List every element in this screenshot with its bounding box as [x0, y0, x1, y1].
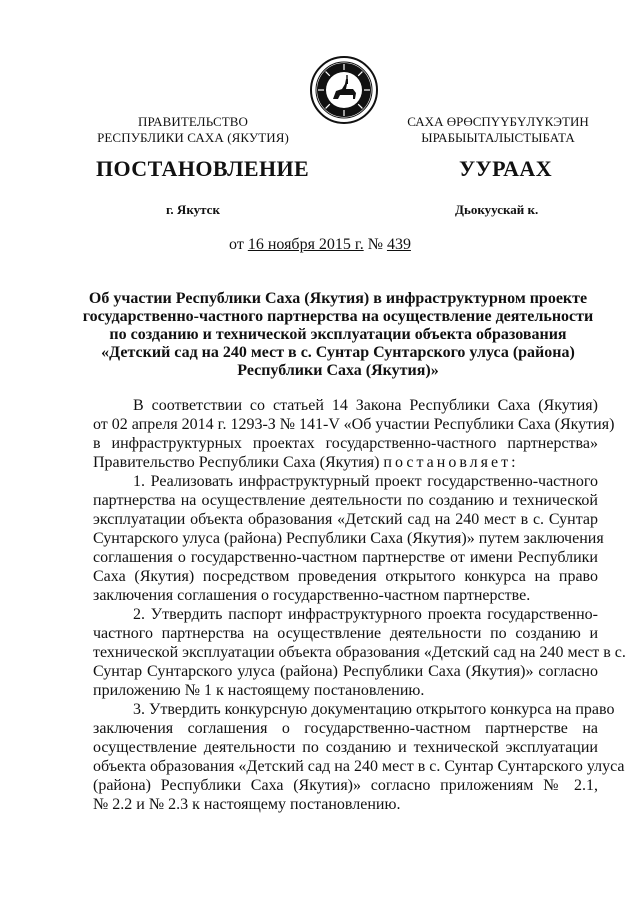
body-line: технической эксплуатации объекта образования «Детский сад на 240 мест в с. [93, 644, 626, 661]
document-body [93, 396, 626, 814]
body-line [93, 453, 598, 472]
date-prefix: от [229, 236, 248, 253]
body-line: 1. Реализовать инфраструктурный проект государственно-частного [133, 473, 598, 490]
city-yakut: Дьокуускай к. [455, 202, 539, 217]
body-line: № 2.2 и № 2.3 к настоящему постановлению. [93, 796, 401, 813]
body-line: партнерства на осуществление деятельности по созданию и технической [93, 492, 598, 509]
resolution-prefix: Правительство Республики Саха (Якутия) [93, 454, 384, 471]
document-date-number [0, 236, 640, 254]
title-line: государственно-частного партнерства на осуществление деятельности [82, 308, 594, 325]
coat-of-arms-emblem [309, 55, 379, 125]
resolution-verb: постановляет: [383, 454, 519, 471]
body-line: 2. Утвердить паспорт инфраструктурного проекта государственно- [133, 606, 598, 623]
government-name-line: ЫРАБЫЫТАЛЫСТЫБАТА [421, 130, 575, 145]
government-name-line: САХА ӨРӨСПҮҮБҮЛҮКЭТИН [407, 114, 589, 129]
body-line: эксплуатации объекта образования «Детский сад на 240 мест в с. Сунтар [93, 511, 598, 528]
body-line: от 02 апреля 2014 г. 1293-З № 141-V «Об участии Республики Саха (Якутия) [93, 416, 615, 433]
number-label: № [363, 236, 387, 253]
government-name-line: РЕСПУБЛИКИ САХА (ЯКУТИЯ) [97, 130, 289, 145]
body-line: осуществление деятельности по созданию и технической эксплуатации [93, 739, 598, 756]
body-line: (района) Республики Саха (Якутия)» согласно приложениям № 2.1, [93, 777, 598, 794]
government-name-russian [88, 114, 298, 146]
body-line: частного партнерства на осуществление деятельности по созданию и [93, 625, 598, 642]
title-line: «Детский сад на 240 мест в с. Сунтар Сунтарского улуса (района) [101, 344, 575, 361]
body-line: 3. Утвердить конкурсную документацию открытого конкурса на право [133, 701, 615, 718]
title-line: Республики Саха (Якутия)» [237, 362, 439, 379]
government-name-line: ПРАВИТЕЛЬСТВО [137, 114, 249, 129]
body-line: Сунтарского улуса (района) Республики Саха (Якутия)» путем заключения [93, 530, 604, 547]
document-date: 16 ноября 2015 г. [247, 236, 364, 253]
body-line: соглашения о государственно-частном партнерстве от имени Республики [93, 549, 598, 566]
title-line: Об участии Республики Саха (Якутия) в инфраструктурном проекте [88, 290, 588, 307]
body-line: Сунтар Сунтарского улуса (района) Республики Саха (Якутия)» согласно [93, 663, 598, 680]
document-number: 439 [386, 236, 411, 253]
city-russian: г. Якутск [166, 202, 220, 217]
body-line: заключения соглашения о государственно-частном партнерстве на [93, 720, 598, 737]
body-line: заключения соглашения о государственно-частном партнерстве. [93, 587, 531, 604]
government-name-yakut [388, 114, 608, 146]
document-type-russian: ПОСТАНОВЛЕНИЕ [96, 156, 310, 181]
document-type-yakut: УУРААХ [459, 156, 552, 181]
document-title [80, 290, 596, 380]
body-line: приложению № 1 к настоящему постановлению. [93, 682, 425, 699]
body-line: Саха (Якутия) посредством проведения открытого конкурса на право [93, 568, 598, 585]
title-line: по созданию и технической эксплуатации объекта образования [109, 326, 567, 343]
body-line: объекта образования «Детский сад на 240 мест в с. Сунтар Сунтарского улуса [93, 758, 625, 775]
body-line: в инфраструктурных проектах государственно-частного партнерства» [93, 435, 598, 452]
body-line: В соответствии со статьей 14 Закона Республики Саха (Якутия) [133, 397, 598, 414]
